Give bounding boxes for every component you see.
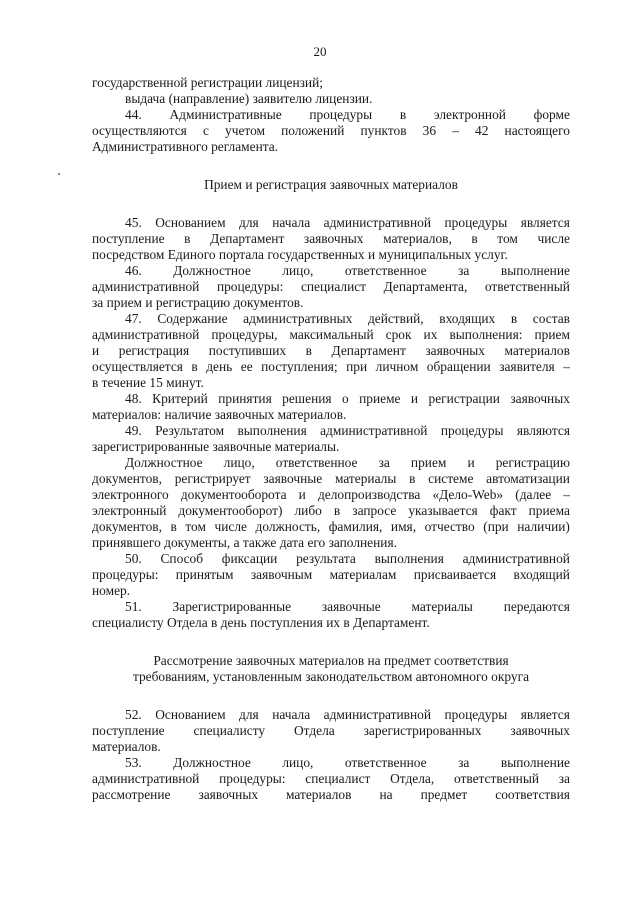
word: «Дело-Web»	[432, 487, 504, 502]
word: выполнения	[374, 551, 444, 566]
word: процедуры:	[219, 771, 286, 786]
word: –	[452, 123, 459, 138]
word: имя,	[390, 519, 417, 534]
word: системе	[428, 471, 474, 486]
word: лицо,	[223, 455, 255, 470]
text-line: Административного регламента.	[92, 139, 279, 154]
word: и	[467, 455, 475, 470]
word: Административные	[169, 107, 282, 122]
word: выполнение	[500, 755, 570, 770]
word: материалов	[286, 787, 352, 802]
word: прием	[534, 327, 570, 342]
word: пунктов	[360, 123, 407, 138]
word: приема	[528, 503, 570, 518]
word: заявочных	[510, 391, 570, 406]
word: заявочные	[321, 599, 381, 614]
text-line	[92, 231, 570, 247]
word: заявителя	[499, 359, 555, 374]
word: присваивается	[413, 567, 497, 582]
word: Результатом	[155, 423, 225, 438]
word: лицо,	[282, 755, 314, 770]
word: максимальный	[289, 327, 374, 342]
word: специалисту	[193, 723, 266, 738]
word: рассмотрение	[92, 787, 171, 802]
margin-mark	[58, 173, 60, 175]
word: 51.	[125, 599, 142, 614]
text-line	[92, 311, 570, 327]
text-line	[92, 107, 570, 123]
word: автоматизации	[486, 471, 570, 486]
text-line: в течение 15 минут.	[92, 375, 204, 390]
word: Способ	[160, 551, 204, 566]
word: принятия	[218, 391, 272, 406]
word: Департамента,	[383, 279, 468, 294]
word: состав	[532, 311, 570, 326]
word: с	[202, 123, 209, 138]
word: Должностное	[173, 755, 251, 770]
section-heading: Прием и регистрация заявочных материалов	[204, 177, 458, 192]
word: в	[471, 231, 478, 246]
word: документов,	[92, 471, 162, 486]
text-line	[92, 455, 570, 471]
word: электронной	[433, 107, 506, 122]
word: том	[185, 519, 206, 534]
word: выполнения:	[449, 327, 523, 342]
word: для	[239, 707, 259, 722]
word: Основанием	[155, 215, 226, 230]
text-line: специалисту Отдела в день поступления их в Департамент.	[92, 615, 430, 630]
word: Основанием	[155, 707, 226, 722]
text-line: материалов: наличие заявочных материалов.	[92, 407, 347, 422]
text-line	[92, 771, 570, 787]
word: Критерий	[152, 391, 208, 406]
word: приеме	[359, 391, 401, 406]
word: документооборот)	[178, 503, 283, 518]
text-line	[92, 519, 570, 535]
word: 50.	[125, 551, 142, 566]
word: процедуры	[309, 107, 373, 122]
word: процедуры:	[92, 567, 159, 582]
word: положений	[281, 123, 345, 138]
word: 49.	[125, 423, 142, 438]
word: административной	[462, 551, 570, 566]
word: в	[184, 231, 191, 246]
word: материалы	[411, 599, 473, 614]
word: принятым	[175, 567, 234, 582]
word: в	[409, 471, 416, 486]
text-line: зарегистрированные заявочные материалы.	[92, 439, 340, 454]
text-line: посредством Единого портала государственных и муниципальных услуг.	[92, 247, 508, 262]
word: ее	[240, 359, 253, 374]
word: на	[379, 787, 393, 802]
word: и	[298, 487, 306, 502]
word: Департамент	[210, 231, 285, 246]
word: электронный	[92, 503, 167, 518]
word: 52.	[125, 707, 142, 722]
word: осуществляются	[92, 123, 187, 138]
word: числе	[537, 231, 570, 246]
word: регистрирует	[174, 471, 251, 486]
section-heading: требованиям, установленным законодательством автономного округа	[132, 669, 530, 684]
word: регистрацию	[495, 455, 570, 470]
word: является	[520, 215, 570, 230]
word: ответственное	[344, 755, 427, 770]
word: поступивших	[208, 343, 287, 358]
word: за	[558, 771, 570, 786]
word: личном	[375, 359, 419, 374]
word: процедуры	[440, 423, 504, 438]
word: входящих	[439, 311, 496, 326]
word: в	[333, 503, 341, 518]
word: передаются	[503, 599, 570, 614]
word: в	[399, 107, 407, 122]
text-line	[92, 391, 570, 407]
text-line	[92, 327, 570, 343]
text-line: за прием и регистрацию документов.	[92, 295, 304, 310]
text-line	[92, 755, 570, 771]
word: отчество	[424, 519, 475, 534]
document-body	[92, 75, 570, 803]
word: 47.	[125, 311, 142, 326]
text-line	[92, 123, 570, 139]
word: зарегистрированных	[363, 723, 482, 738]
word: числе	[214, 519, 247, 534]
word: процедуры:	[216, 279, 284, 294]
word: и	[92, 343, 100, 358]
word: 46.	[125, 263, 142, 278]
word: документов,	[92, 519, 162, 534]
word: (при	[483, 519, 509, 534]
word: процедуры	[444, 215, 508, 230]
word: прием	[410, 455, 447, 470]
word: 53.	[125, 755, 142, 770]
word: наличии)	[517, 519, 570, 534]
word: Департамент	[331, 343, 406, 358]
word: срок	[385, 327, 412, 342]
text-line	[92, 503, 570, 519]
word: административных	[243, 311, 353, 326]
text-line	[92, 487, 570, 503]
word: Зарегистрированные	[172, 599, 292, 614]
word: 36	[422, 123, 437, 138]
word: выполнение	[500, 263, 570, 278]
word: заявочных	[425, 343, 485, 358]
word: решения	[282, 391, 332, 406]
word: являются	[516, 423, 570, 438]
word: лицо,	[282, 263, 314, 278]
text-line	[92, 567, 570, 583]
text-line: выдача (направление) заявителю лицензии.	[125, 91, 373, 106]
word: административной	[92, 327, 200, 342]
word: форме	[533, 107, 570, 122]
word: Должностное	[173, 263, 251, 278]
word: административной	[323, 215, 432, 230]
word: в	[305, 343, 312, 358]
word: заявочных	[510, 723, 570, 738]
word: заявочные	[263, 471, 323, 486]
text-line: принявшего документы, а также дата его заполнения.	[92, 535, 397, 550]
word: результата	[296, 551, 356, 566]
text-line	[92, 359, 570, 375]
text-line	[92, 471, 570, 487]
word: Отдела,	[390, 771, 435, 786]
word: поступление	[92, 723, 165, 738]
word: административной	[320, 423, 428, 438]
word: день	[206, 359, 233, 374]
text-line	[92, 599, 570, 615]
word: ответственный	[484, 279, 570, 294]
word: должность,	[255, 519, 321, 534]
word: фамилия,	[328, 519, 383, 534]
word: материалов	[504, 343, 570, 358]
word: регистрация	[118, 343, 190, 358]
word: электронного	[92, 487, 169, 502]
text-line	[92, 551, 570, 567]
word: осуществляется	[92, 359, 183, 374]
word: о	[341, 391, 349, 406]
word: процедуры,	[211, 327, 278, 342]
word: 45.	[125, 215, 142, 230]
word: запросе	[352, 503, 397, 518]
text-line	[92, 279, 570, 295]
word: в	[170, 519, 177, 534]
word: материалы	[334, 471, 397, 486]
word: обращении	[426, 359, 491, 374]
word: Должностное	[125, 455, 203, 470]
word: соответствия	[495, 787, 570, 802]
text-line	[92, 263, 570, 279]
word: в	[510, 311, 518, 326]
word: заявочным	[250, 567, 313, 582]
word: предмет	[420, 787, 468, 802]
word: настоящего	[504, 123, 570, 138]
word: и	[410, 391, 419, 406]
text-line	[92, 787, 570, 803]
text-line	[92, 343, 570, 359]
text-line	[92, 707, 570, 723]
page-number: 20	[313, 44, 327, 59]
word: –	[563, 359, 570, 374]
word: ответственное	[344, 263, 427, 278]
word: материалов,	[383, 231, 452, 246]
word: поступление	[92, 231, 165, 246]
word: факт	[489, 503, 517, 518]
section-heading: Рассмотрение заявочных материалов на предмет соответствия	[153, 653, 509, 668]
word: административной	[92, 279, 200, 294]
word: указывается	[408, 503, 478, 518]
word: административной	[92, 771, 200, 786]
word: заявочных	[198, 787, 259, 802]
word: административной	[323, 707, 432, 722]
word: процедуры	[444, 707, 508, 722]
word: заявочных	[303, 231, 364, 246]
text-line: государственной регистрации лицензий;	[92, 75, 323, 90]
word: специалист	[305, 771, 371, 786]
word: (далее	[515, 487, 552, 502]
word: для	[239, 215, 259, 230]
word: регистрации	[428, 391, 500, 406]
word: в	[191, 359, 198, 374]
word: ответственное	[275, 455, 358, 470]
text-line: номер.	[92, 583, 131, 598]
word: либо	[294, 503, 322, 518]
word: их	[423, 327, 438, 342]
word: действий,	[367, 311, 424, 326]
word: фиксации	[221, 551, 278, 566]
word: 44.	[125, 107, 142, 122]
word: специалист	[300, 279, 367, 294]
word: ответственный	[453, 771, 540, 786]
text-line	[92, 723, 570, 739]
text-line: материалов.	[92, 739, 161, 754]
word: Содержание	[157, 311, 228, 326]
word: за	[378, 455, 390, 470]
word: поступления;	[261, 359, 338, 374]
word: 48.	[125, 391, 142, 406]
word: за	[458, 263, 470, 278]
word: начала	[272, 215, 311, 230]
word: входящий	[513, 567, 570, 582]
word: –	[563, 487, 570, 502]
word: делопроизводства	[317, 487, 421, 502]
word: начала	[272, 707, 311, 722]
word: 42	[475, 123, 489, 138]
word: материалам	[329, 567, 397, 582]
word: Отдела	[294, 723, 335, 738]
word: при	[346, 359, 368, 374]
word: документооборота	[180, 487, 287, 502]
word: является	[520, 707, 570, 722]
word: учетом	[225, 123, 265, 138]
text-line	[92, 423, 570, 439]
word: том	[497, 231, 518, 246]
word: за	[458, 755, 470, 770]
text-line	[92, 215, 570, 231]
word: выполнения	[237, 423, 307, 438]
